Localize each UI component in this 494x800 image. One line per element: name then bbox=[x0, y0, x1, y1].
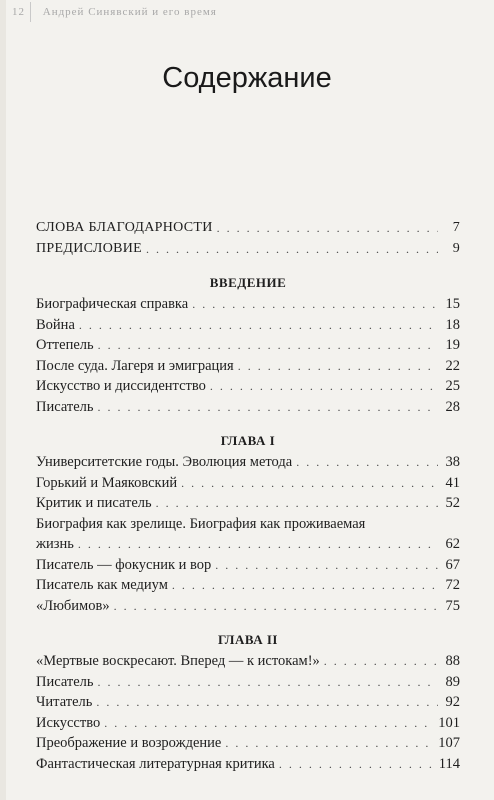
toc-entry[interactable] bbox=[36, 754, 460, 775]
toc-entry-acknowledgements[interactable] bbox=[36, 218, 460, 239]
toc-entry-label: «Мертвые воскресают. Вперед — к истокам!» bbox=[36, 653, 320, 669]
leader-dots bbox=[238, 356, 438, 377]
page-edge bbox=[0, 0, 6, 800]
section-heading-chapter-2: ГЛАВА II bbox=[218, 632, 278, 647]
leader-dots bbox=[156, 493, 438, 514]
toc-entry-label: Писатель bbox=[36, 673, 94, 690]
toc-entry-page: 89 bbox=[445, 673, 460, 690]
toc-entry-label: Преображение и возрождение bbox=[36, 735, 222, 751]
toc-entry-page: 22 bbox=[445, 357, 460, 374]
toc-entry-label: Биографическая справка bbox=[36, 296, 189, 312]
leader-dots bbox=[98, 672, 438, 693]
toc-entry-label: После суда. Лагеря и эмиграция bbox=[36, 357, 234, 374]
toc-entry[interactable] bbox=[36, 713, 460, 734]
leader-dots bbox=[217, 218, 438, 239]
leader-dots bbox=[96, 692, 438, 713]
toc-entry-page: 72 bbox=[445, 577, 460, 593]
toc-entry-label: жизнь bbox=[36, 536, 74, 552]
toc-entry-label: Война bbox=[36, 316, 75, 333]
toc-entry-page: 107 bbox=[438, 735, 460, 751]
leader-dots bbox=[79, 315, 438, 336]
toc-entry-page: 19 bbox=[445, 337, 460, 353]
leader-dots bbox=[324, 651, 438, 672]
toc-entry-label: Искусство bbox=[36, 714, 101, 731]
toc-entry[interactable] bbox=[36, 596, 460, 617]
toc-entry-page: 52 bbox=[445, 495, 460, 511]
leader-dots bbox=[215, 555, 438, 576]
toc-entry-label: Критик и писатель bbox=[36, 495, 152, 511]
toc-entry-label: Университетские годы. Эволюция метода bbox=[36, 454, 293, 470]
running-head bbox=[12, 6, 312, 18]
toc-entry-page: 18 bbox=[445, 316, 460, 333]
toc-entry-preface[interactable] bbox=[36, 239, 460, 260]
toc-entry-page: 28 bbox=[445, 398, 460, 415]
toc-entry[interactable] bbox=[36, 294, 460, 315]
toc-entry-page: 41 bbox=[445, 474, 460, 491]
toc-entry[interactable] bbox=[36, 335, 460, 356]
leader-dots bbox=[104, 713, 434, 734]
toc-entry[interactable] bbox=[36, 733, 460, 754]
toc-entry-label: Горький и Маяковский bbox=[36, 474, 178, 491]
toc-entry-label: «Любимов» bbox=[36, 597, 110, 614]
toc-entry[interactable] bbox=[36, 376, 460, 397]
toc-entry-page: 62 bbox=[445, 536, 460, 552]
toc-entry[interactable] bbox=[36, 651, 460, 672]
leader-dots bbox=[225, 733, 434, 754]
leader-dots bbox=[98, 335, 438, 356]
toc-entry-label: Писатель bbox=[36, 398, 94, 415]
section-heading-chapter-1: ГЛАВА I bbox=[220, 433, 276, 448]
toc-entry-label: Писатель как медиум bbox=[36, 577, 168, 593]
toc-entry-page: 88 bbox=[445, 653, 460, 669]
toc-entry-label: Читатель bbox=[36, 694, 93, 710]
toc-entry[interactable] bbox=[36, 452, 460, 473]
leader-dots bbox=[172, 575, 438, 596]
leader-dots bbox=[296, 452, 438, 473]
toc-entry[interactable] bbox=[36, 473, 460, 494]
toc-entry[interactable] bbox=[36, 315, 460, 336]
toc-entry-page: 114 bbox=[438, 755, 460, 772]
toc-entry-label: Искусство и диссидентство bbox=[36, 378, 206, 394]
toc-entry[interactable] bbox=[36, 555, 460, 576]
toc-entry-page: 75 bbox=[445, 597, 460, 614]
toc-entry-label: ПРЕДИСЛОВИЕ bbox=[36, 240, 143, 256]
toc-entry-label: Оттепель bbox=[36, 337, 94, 353]
toc-entry-page: 7 bbox=[452, 220, 460, 235]
leader-dots bbox=[279, 754, 435, 775]
toc-entry[interactable] bbox=[36, 534, 460, 555]
toc-entry[interactable] bbox=[36, 397, 460, 418]
toc-entry-label: Писатель — фокусник и вор bbox=[36, 556, 212, 573]
toc-entry[interactable] bbox=[36, 575, 460, 596]
toc-entry[interactable] bbox=[36, 672, 460, 693]
toc-entry-page: 101 bbox=[438, 714, 460, 731]
toc-entry[interactable] bbox=[36, 493, 460, 514]
toc-entry-page: 15 bbox=[445, 296, 460, 312]
leader-dots bbox=[210, 376, 438, 397]
running-head-page-number: 12 bbox=[12, 6, 25, 18]
section-heading-introduction: ВВЕДЕНИЕ bbox=[209, 275, 287, 290]
leader-dots bbox=[78, 534, 438, 555]
toc-entry-page: 9 bbox=[452, 240, 460, 256]
leader-dots bbox=[192, 294, 438, 315]
leader-dots bbox=[114, 596, 438, 617]
leader-dots bbox=[98, 397, 438, 418]
page-title: Содержание bbox=[162, 62, 332, 94]
toc-entry-label: Фантастическая литературная критика bbox=[36, 755, 275, 772]
toc-entry[interactable] bbox=[36, 356, 460, 377]
toc-entry-page: 38 bbox=[445, 454, 460, 470]
leader-dots bbox=[146, 239, 438, 260]
table-of-contents bbox=[36, 218, 460, 774]
running-head-text: Андрей Синявский и его время bbox=[42, 6, 217, 18]
toc-entry-label: СЛОВА БЛАГОДАРНОСТИ bbox=[36, 220, 213, 235]
leader-dots bbox=[181, 473, 438, 494]
toc-entry-page: 92 bbox=[445, 694, 460, 710]
toc-entry-page: 67 bbox=[445, 556, 460, 573]
toc-entry-page: 25 bbox=[445, 378, 460, 394]
toc-entry[interactable] bbox=[36, 692, 460, 713]
toc-entry-label-first-line[interactable]: Биография как зрелище. Биография как проживаемая bbox=[36, 515, 366, 532]
